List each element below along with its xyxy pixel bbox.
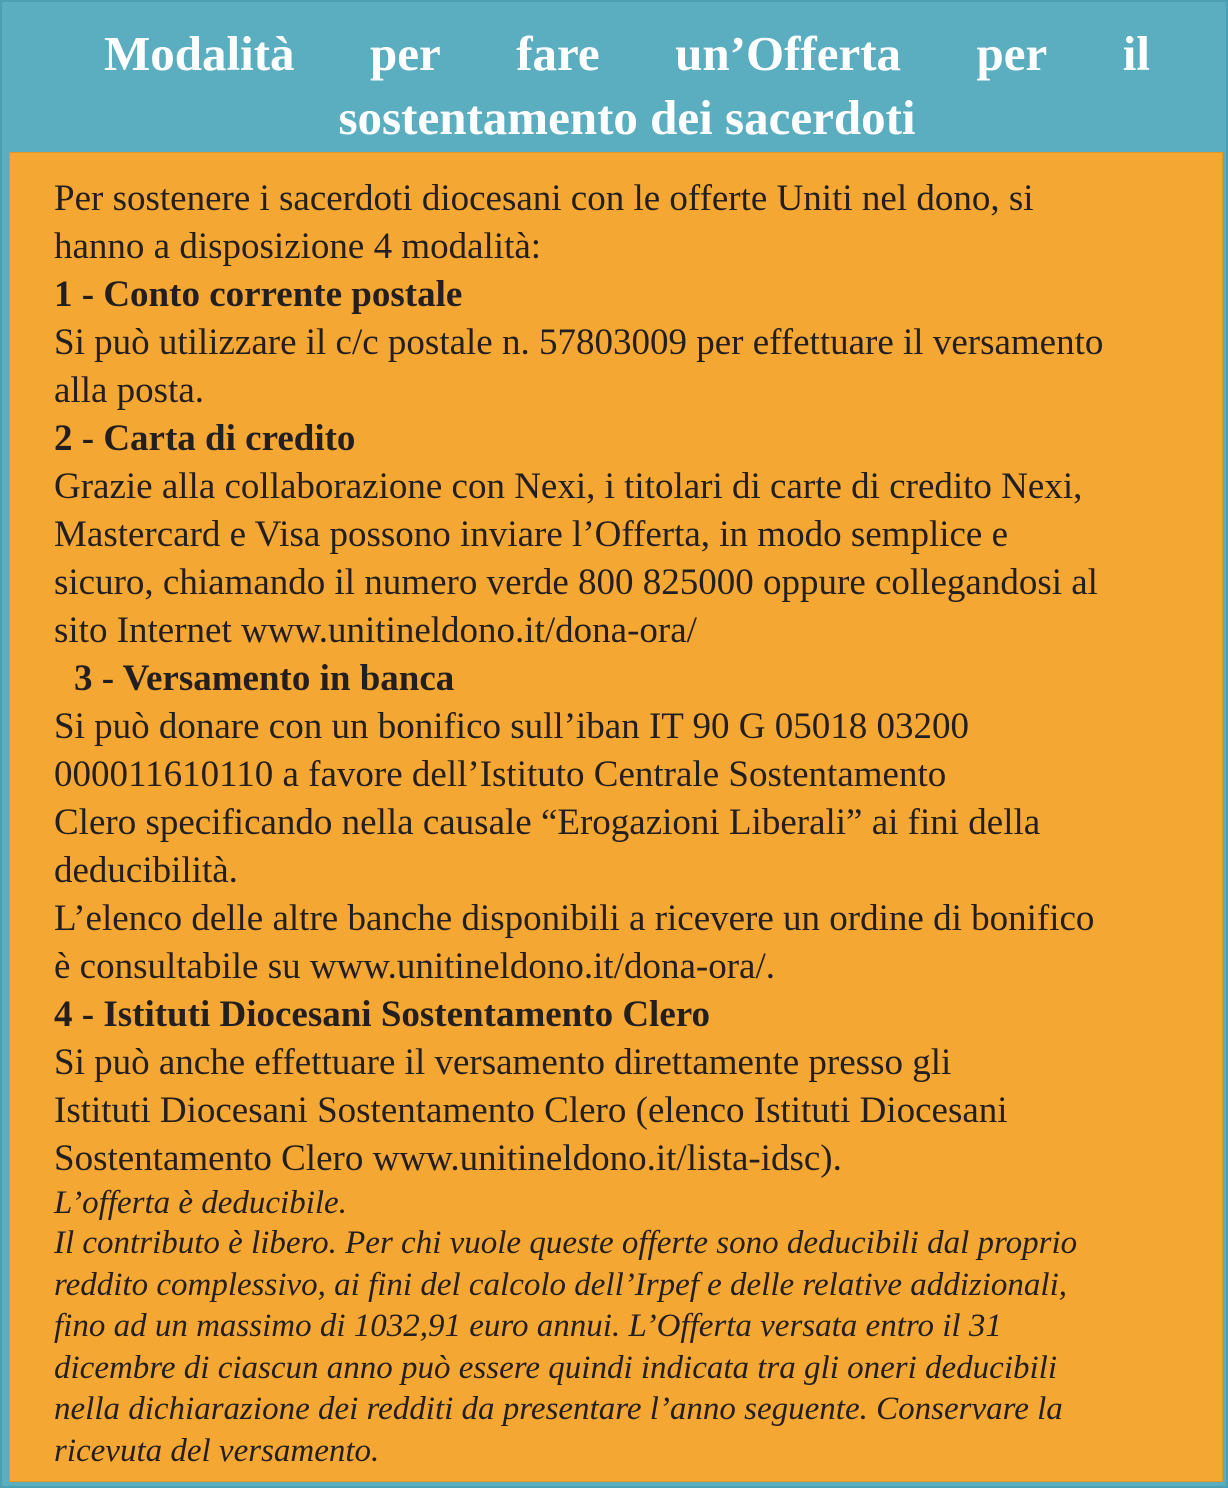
section-line: Grazie alla collaborazione con Nexi, i titolari di carte di credito Nexi,: [54, 466, 1083, 507]
body-text: [54, 175, 1224, 1472]
title-word: un’Offerta: [675, 26, 902, 81]
section-line: sito Internet www.unitineldono.it/dona-ora/: [54, 610, 697, 651]
content-panel: [9, 152, 1223, 1482]
note-line: fino ad un massimo di 1032,91 euro annui. L’Offerta versata entro il 31: [54, 1308, 1002, 1344]
section-heading-bank: 3 - Versamento in banca: [74, 658, 455, 699]
note-line: Il contributo è libero. Per chi vuole queste offerte sono deducibili dal proprio: [54, 1225, 1078, 1261]
title-line-1: [104, 22, 1150, 86]
intro-line: Per sostenere i sacerdoti diocesani con le offerte Uniti nel dono, si: [54, 178, 1034, 219]
section-line: è consultabile su www.unitineldono.it/dona-ora/.: [54, 946, 776, 987]
section-line: Si può anche effettuare il versamento direttamente presso gli: [54, 1042, 952, 1083]
title-word: per: [370, 26, 441, 81]
title-word: fare: [516, 26, 600, 81]
title-banner: [2, 2, 1226, 150]
section-line: Sostentamento Clero www.unitineldono.it/lista-idsc).: [54, 1138, 842, 1179]
note-line: reddito complessivo, ai fini del calcolo dell’Irpef e delle relative addizionali,: [54, 1266, 1067, 1303]
note-line: ricevuta del versamento.: [54, 1432, 380, 1469]
section-line: alla posta.: [54, 370, 205, 411]
section-line: Mastercard e Visa possono inviare l’Offerta, in modo semplice e: [54, 514, 1009, 555]
intro-line: hanno a disposizione 4 modalità:: [54, 226, 542, 267]
section-heading-diocesan-institutes: 4 - Istituti Diocesani Sostentamento Clero: [54, 994, 711, 1035]
title-word: il: [1122, 26, 1150, 81]
title-line-2: sostentamento dei sacerdoti: [338, 90, 916, 145]
title-word: per: [976, 26, 1048, 81]
title-word: Modalità: [104, 26, 295, 81]
note-line: dicembre di ciascun anno può essere quindi indicata tra gli oneri deducibili: [54, 1349, 1057, 1386]
section-line: Clero specificando nella causale “Erogazioni Liberali” ai fini della: [54, 802, 1041, 843]
section-heading-postal: 1 - Conto corrente postale: [54, 274, 463, 315]
section-line: Si può donare con un bonifico sull’iban IT 90 G 05018 03200: [54, 706, 969, 747]
note-line: L’offerta è deducibile.: [54, 1185, 347, 1221]
section-line: sicuro, chiamando il numero verde 800 825000 oppure collegandosi al: [54, 562, 1098, 603]
section-line: Si può utilizzare il c/c postale n. 57803009 per effettuare il versamento: [54, 322, 1104, 363]
section-line: L’elenco delle altre banche disponibili a ricevere un ordine di bonifico: [54, 898, 1095, 939]
section-heading-credit-card: 2 - Carta di credito: [54, 418, 356, 459]
section-line: deducibilità.: [54, 850, 238, 891]
section-line: Istituti Diocesani Sostentamento Clero (elenco Istituti Diocesani: [54, 1090, 1008, 1131]
section-line: 000011610110 a favore dell’Istituto Centrale Sostentamento: [54, 754, 947, 795]
note-line: nella dichiarazione dei redditi da presentare l’anno seguente. Conservare la: [54, 1391, 1063, 1427]
